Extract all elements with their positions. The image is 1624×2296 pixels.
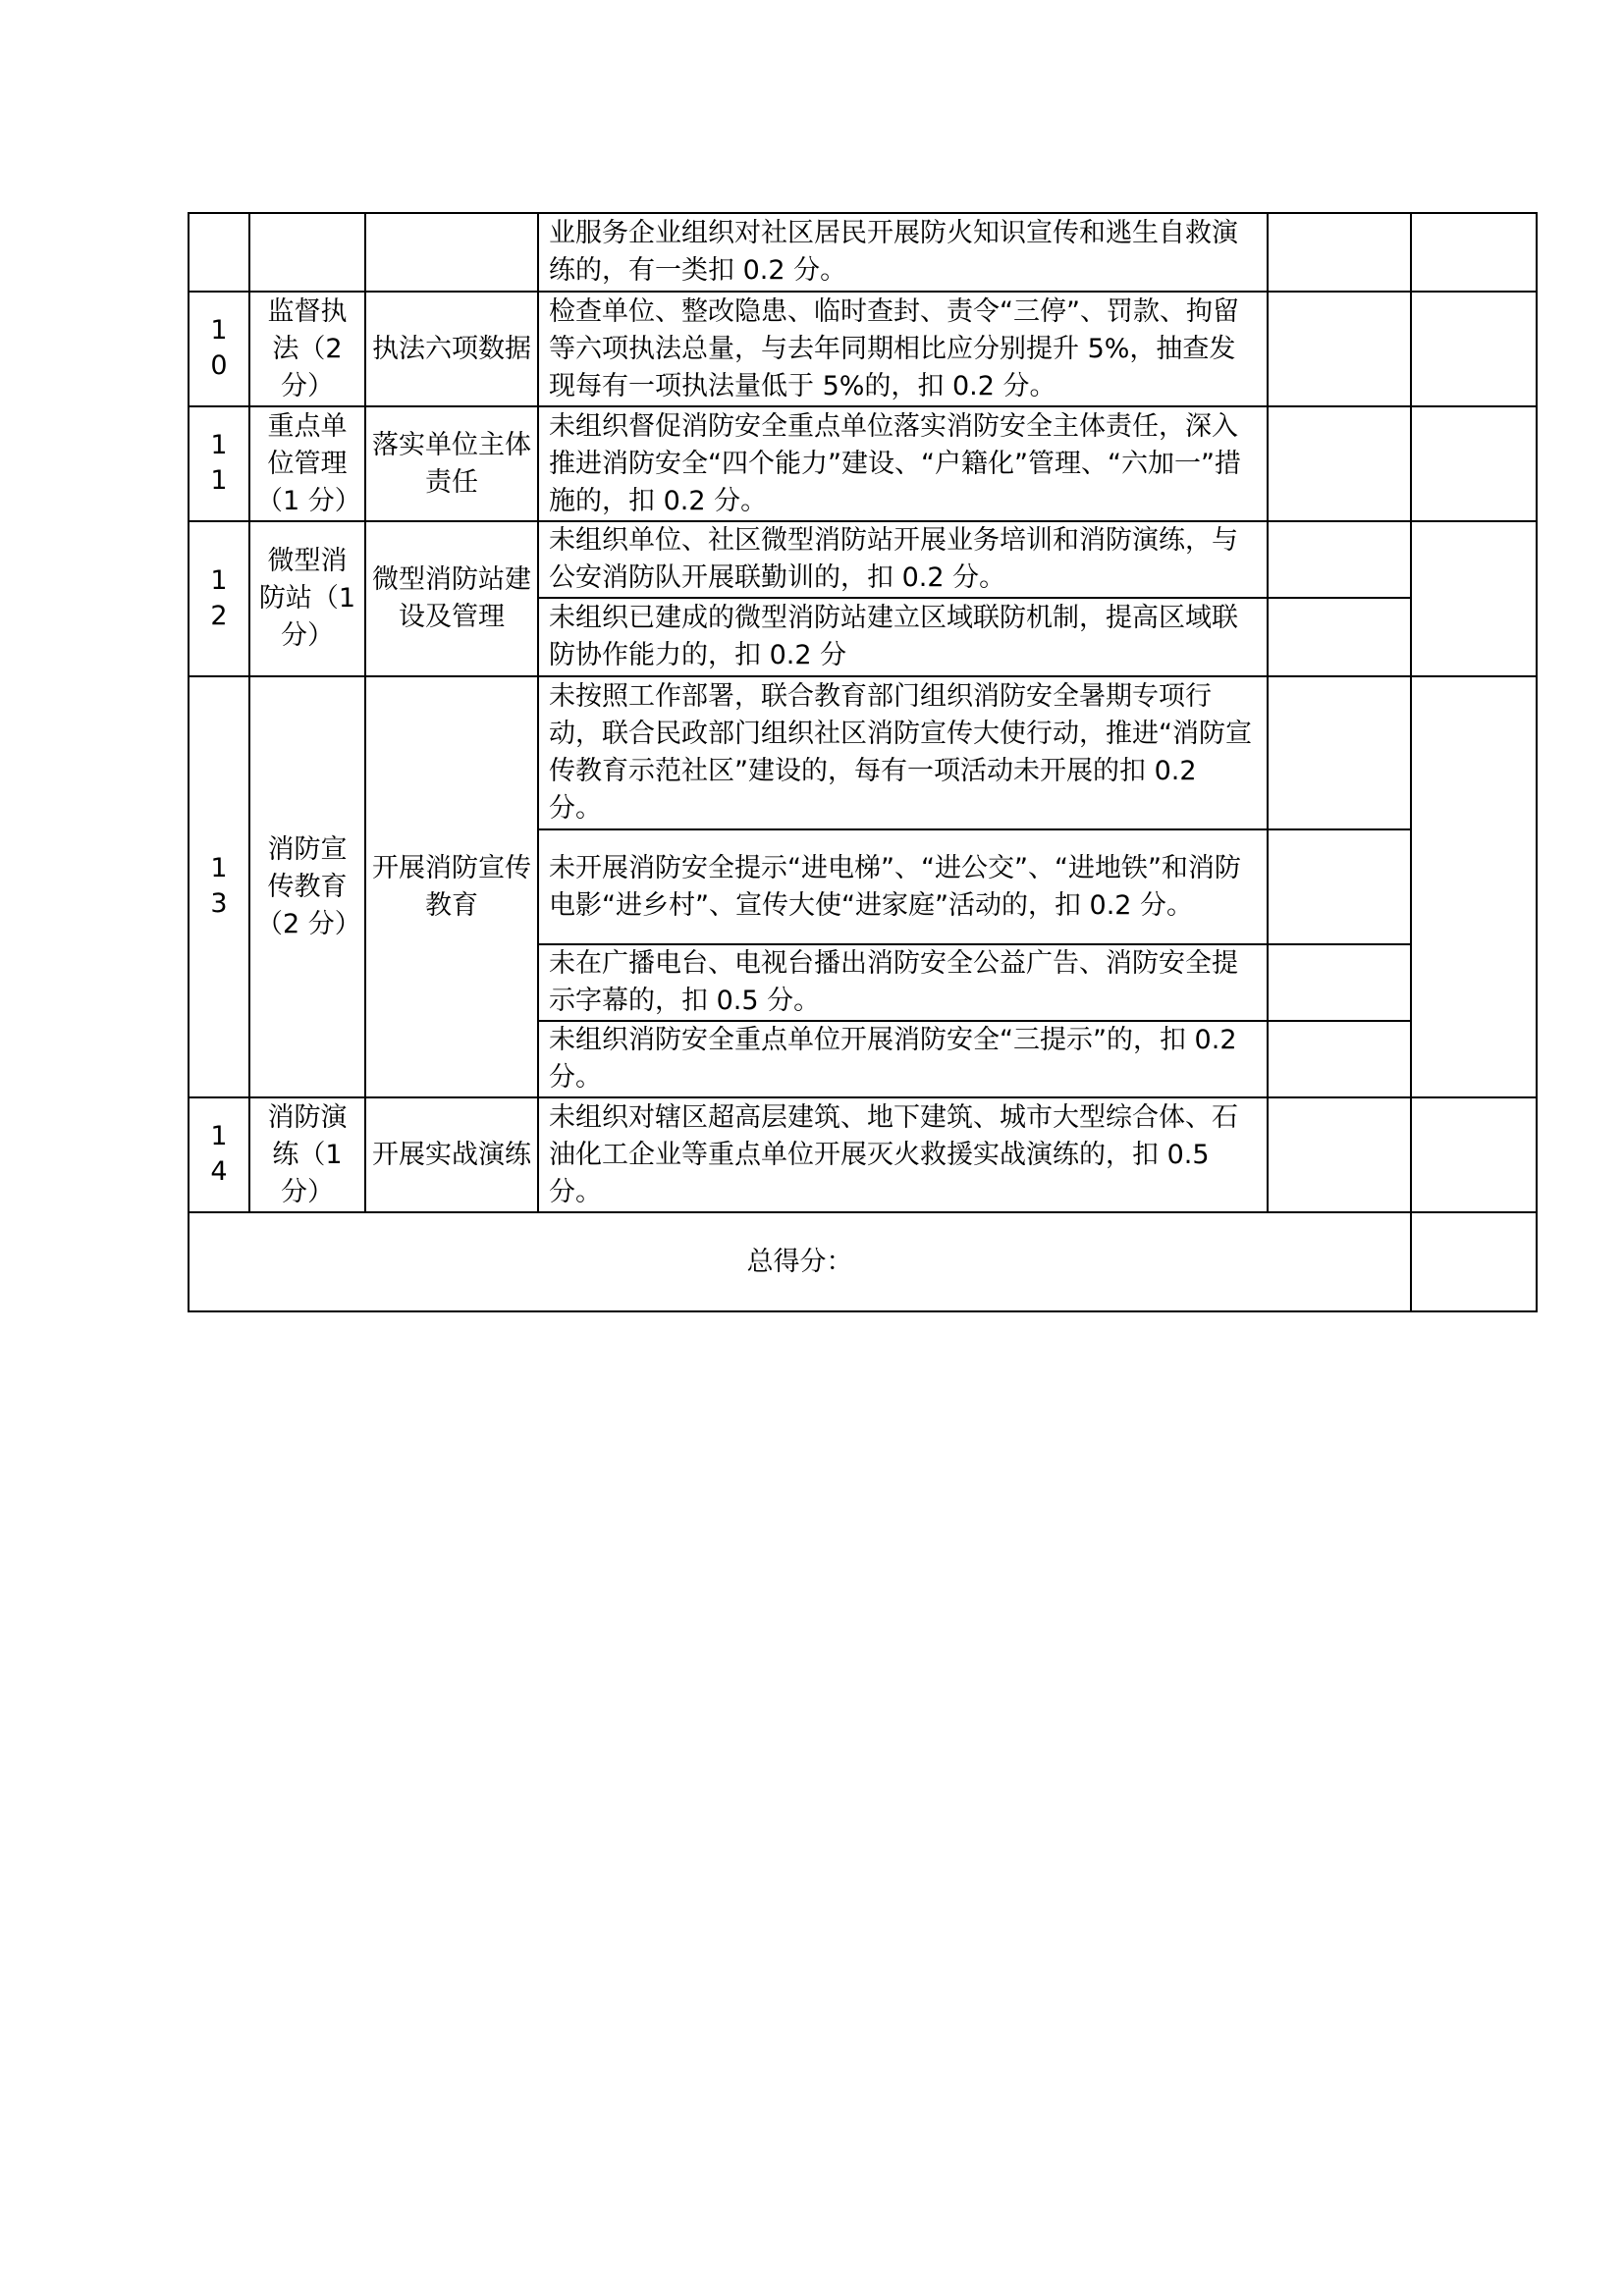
total-row (189, 1212, 1537, 1311)
score-cell[interactable] (1268, 598, 1411, 676)
scoring-table (188, 212, 1538, 1312)
remark-cell[interactable] (1411, 676, 1537, 1097)
item-cell: 开展消防宣传教育 (365, 676, 538, 1097)
number-cell: 11 (189, 406, 249, 521)
score-cell[interactable] (1268, 1021, 1411, 1097)
table-row (189, 213, 1537, 292)
criteria-cell: 检查单位、整改隐患、临时查封、责令“三停”、罚款、拘留等六项执法总量，与去年同期相比应分别提升 5%，抽查发现每有一项执法量低于 5%的，扣 0.2 分。 (538, 292, 1268, 406)
table-row (189, 1097, 1537, 1212)
score-cell[interactable] (1268, 406, 1411, 521)
criteria-cell: 未组织对辖区超高层建筑、地下建筑、城市大型综合体、石油化工企业等重点单位开展灭火救援实战演练的，扣 0.5 分。 (538, 1097, 1268, 1212)
criteria-cell: 未按照工作部署，联合教育部门组织消防安全暑期专项行动，联合民政部门组织社区消防宣传大使行动，推进“消防宣传教育示范社区”建设的，每有一项活动未开展的扣 0.2 分。 (538, 676, 1268, 829)
criteria-cell: 业服务企业组织对社区居民开展防火知识宣传和逃生自救演练的，有一类扣 0.2 分。 (538, 213, 1268, 292)
total-score-label: 总得分： (189, 1212, 1411, 1311)
number-cell: 12 (189, 521, 249, 676)
category-cell: 重点单位管理（1 分） (249, 406, 365, 521)
category-cell: 监督执法（2 分） (249, 292, 365, 406)
category-cell: 消防演练（1 分） (249, 1097, 365, 1212)
category-cell (249, 213, 365, 292)
criteria-cell: 未组织消防安全重点单位开展消防安全“三提示”的，扣 0.2 分。 (538, 1021, 1268, 1097)
score-cell[interactable] (1268, 292, 1411, 406)
number-cell (189, 213, 249, 292)
score-cell[interactable] (1268, 944, 1411, 1021)
criteria-cell: 未组织单位、社区微型消防站开展业务培训和消防演练，与公安消防队开展联勤训的，扣 0.2 分。 (538, 521, 1268, 598)
total-score-value[interactable] (1411, 1212, 1537, 1311)
score-cell[interactable] (1268, 521, 1411, 598)
item-cell: 开展实战演练 (365, 1097, 538, 1212)
category-cell: 消防宣传教育（2 分） (249, 676, 365, 1097)
table-row (189, 521, 1537, 598)
remark-cell[interactable] (1411, 213, 1537, 292)
category-cell: 微型消防站（1 分） (249, 521, 365, 676)
table-row (189, 292, 1537, 406)
item-cell: 落实单位主体责任 (365, 406, 538, 521)
criteria-cell: 未开展消防安全提示“进电梯”、“进公交”、“进地铁”和消防电影“进乡村”、宣传大使“进家庭”活动的，扣 0.2 分。 (538, 829, 1268, 944)
item-cell: 微型消防站建设及管理 (365, 521, 538, 676)
score-cell[interactable] (1268, 1097, 1411, 1212)
criteria-cell: 未组织督促消防安全重点单位落实消防安全主体责任，深入推进消防安全“四个能力”建设、“户籍化”管理、“六加一”措施的，扣 0.2 分。 (538, 406, 1268, 521)
item-cell (365, 213, 538, 292)
remark-cell[interactable] (1411, 406, 1537, 521)
score-cell[interactable] (1268, 676, 1411, 829)
number-cell: 10 (189, 292, 249, 406)
score-cell[interactable] (1268, 829, 1411, 944)
score-cell[interactable] (1268, 213, 1411, 292)
remark-cell[interactable] (1411, 521, 1537, 676)
item-cell: 执法六项数据 (365, 292, 538, 406)
remark-cell[interactable] (1411, 1097, 1537, 1212)
criteria-cell: 未在广播电台、电视台播出消防安全公益广告、消防安全提示字幕的，扣 0.5 分。 (538, 944, 1268, 1021)
remark-cell[interactable] (1411, 292, 1537, 406)
criteria-cell: 未组织已建成的微型消防站建立区域联防机制，提高区域联防协作能力的，扣 0.2 分 (538, 598, 1268, 676)
number-cell: 14 (189, 1097, 249, 1212)
table-row (189, 406, 1537, 521)
table-row (189, 676, 1537, 829)
number-cell: 13 (189, 676, 249, 1097)
